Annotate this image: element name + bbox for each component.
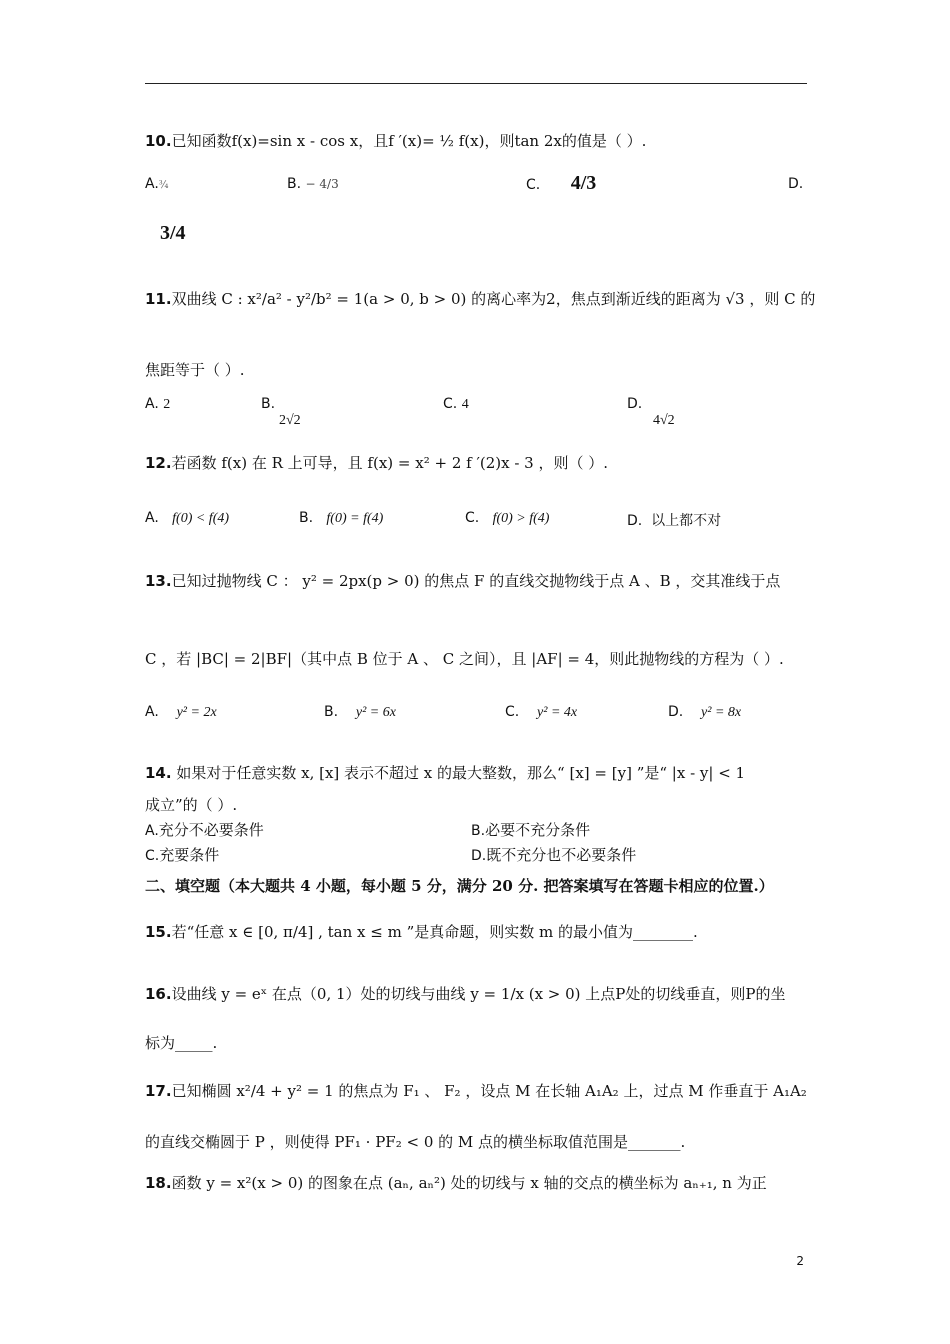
- question-number: 10.: [145, 132, 172, 150]
- question-number: 11.: [145, 290, 172, 308]
- question-15: 15.若“任意 x ∈ [0, π/4] , tan x ≤ m ”是真命题，则实数 m 的最小值为________.: [145, 923, 698, 941]
- option-b: B.必要不充分条件: [471, 821, 591, 839]
- option-c: C. f(0) > f(4): [465, 510, 550, 526]
- option-a: A. y² = 2x: [145, 704, 217, 720]
- option-c: C.充要条件: [145, 846, 220, 864]
- question-10: [145, 130, 646, 151]
- header-rule: [145, 83, 807, 84]
- question-number: 17.: [145, 1082, 172, 1100]
- question-number: 16.: [145, 985, 172, 1003]
- option-d: D.既不充分也不必要条件: [471, 846, 637, 864]
- question-16-line2: 标为_____.: [145, 1034, 218, 1052]
- option-d-value: 3/4: [160, 222, 186, 244]
- option-d: D. y² = 8x: [668, 704, 742, 720]
- option-b: B. 2√2: [261, 396, 301, 428]
- option-a: A. f(0) < f(4): [145, 510, 230, 526]
- option-d-label: D.: [788, 176, 804, 192]
- option-b: B. − 4/3: [287, 176, 339, 192]
- section-heading: 二、填空题（本大题共 4 小题，每小题 5 分，满分 20 分. 把答案填写在答题卡相应的位置.）: [145, 877, 774, 895]
- question-number: 18.: [145, 1174, 172, 1192]
- option-b: B. f(0) = f(4): [299, 510, 384, 526]
- question-number: 13.: [145, 572, 172, 590]
- question-11-line1: 11.双曲线 C : x²/a² - y²/b² = 1(a > 0, b > 0) 的离心率为2，焦点到渐近线的距离为 √3 ，则 C 的: [145, 290, 816, 308]
- option-c: C. 4: [443, 396, 469, 412]
- question-11-line2: 焦距等于（ ）.: [145, 361, 245, 379]
- option-b: B. y² = 6x: [324, 704, 396, 720]
- option-d: D. 4√2: [627, 396, 675, 428]
- question-text: 已知函数f(x)=sin x - cos x，且f ′(x)= ½ f(x)，则tan 2x的值是（ ）.: [171, 132, 647, 150]
- question-13-line2: C ，若 |BC| = 2|BF|（其中点 B 位于 A 、 C 之间），且 |AF| = 4，则此抛物线的方程为（ ）.: [145, 650, 784, 668]
- question-number: 15.: [145, 923, 172, 941]
- question-18-line1: 18.函数 y = x²(x > 0) 的图象在点 (aₙ, aₙ²) 处的切线与 x 轴的交点的横坐标为 aₙ₊₁, n 为正: [145, 1174, 767, 1192]
- option-a: A. 2: [145, 396, 171, 412]
- option-a: A.¾: [145, 176, 169, 192]
- question-13-line1: 13.已知过抛物线 C ： y² = 2px(p > 0) 的焦点 F 的直线交抛物线于点 A 、B ，交其准线于点: [145, 572, 781, 590]
- question-14-line2: 成立”的（ ）.: [145, 796, 238, 814]
- option-c: C. 4/3: [526, 172, 597, 194]
- option-c: C. y² = 4x: [505, 704, 578, 720]
- question-17-line1: 17.已知椭圆 x²/4 + y² = 1 的焦点为 F₁ 、 F₂ ，设点 M 在长轴 A₁A₂ 上，过点 M 作垂直于 A₁A₂: [145, 1082, 807, 1100]
- question-16-line1: 16.设曲线 y = eˣ 在点（0, 1）处的切线与曲线 y = 1/x (x > 0) 上点P处的切线垂直，则P的坐: [145, 985, 786, 1003]
- page-number: 2: [796, 1254, 804, 1268]
- question-number: 12.: [145, 454, 172, 472]
- option-a: A.充分不必要条件: [145, 821, 264, 839]
- option-d: D. 以上都不对: [627, 513, 722, 529]
- question-12: 12.若函数 f(x) 在 R 上可导，且 f(x) = x² + 2 f ′(2)x - 3 ，则（ ）.: [145, 454, 609, 472]
- question-17-line2: 的直线交椭圆于 P ，则使得 PF₁ · PF₂ < 0 的 M 点的横坐标取值范围是_______.: [145, 1133, 686, 1151]
- question-number: 14.: [145, 764, 172, 782]
- question-14-line1: 14. 如果对于任意实数 x, [x] 表示不超过 x 的最大整数，那么“ [x] = [y] ”是“ |x - y| < 1: [145, 764, 746, 782]
